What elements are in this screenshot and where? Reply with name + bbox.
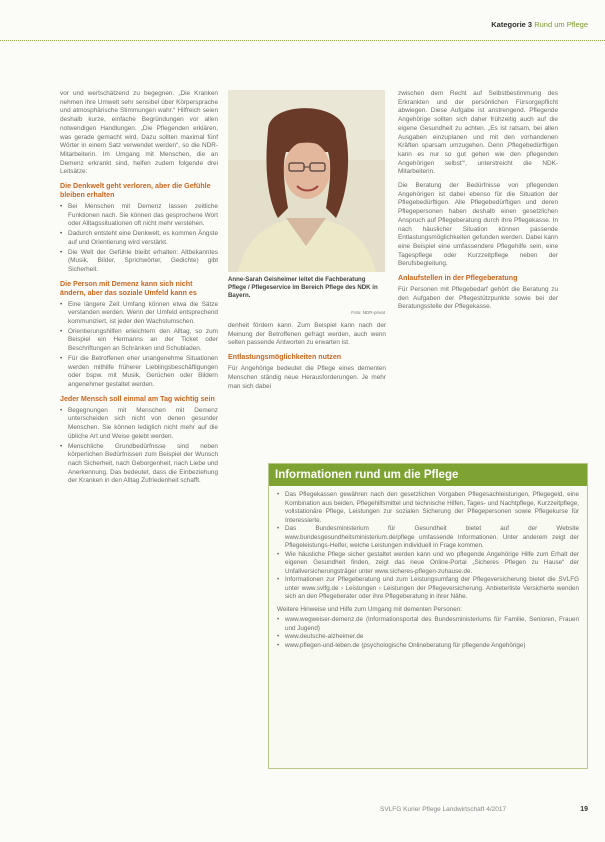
page-footer — [380, 806, 588, 818]
paragraph: vor und wertschätzend zu begegnen. „Die Kranken nehmen ihre Umwelt sehr sensibel über Körpersprache und atmosphärische Stimmungen wahr.“ Hilfreich seien deshalb kurze, einfache Begründungen vor allen notwendigen Handlungen. „Die Pflegenden erklären, was gerade gemacht wird. Dazu sollten maximal fünf Wörter in einem Satz verwendet werden“, so die NDR-Mitarbeiterin. Im Umgang mit Menschen, die an Demenz erkrankt sind, helfen zudem folgende drei Leitsätze: — [60, 90, 218, 176]
paragraph: Für Angehörige bedeutet die Pflege eines dementen Menschen ständig neue Herausforderungen. Je mehr man sich dabei — [228, 365, 386, 390]
list-item: • Informationen zur Pflegeberatung und zum Leistungsumfang der Pflegeversicherung bietet die SVLFG unter www.svlfg.de › Leistungen › Leistungen der Pflegeversicherung. Anbieterliste Versicherte wenden sich an den Pflegeberater oder ihre Pflegeberatung in ihrer Nähe. — [277, 576, 579, 602]
section-label: Kategorie 3 — [491, 20, 533, 29]
paragraph: zwischen dem Recht auf Selbstbestimmung des Erkrankten und der persönlichen Fürsorgepflicht abwiegen. Diese Aufgabe ist anstrengend. Pflegende Angehörige sollten sich daher frühzeitig auch auf die eigene Gesundheit zu achten. „Es ist ratsam, bei allen Ausgaben einzuplanen und mit den vorhandenen Kräften sparsam umzugehen. Denn ‚Pflegebedürftigen kann es nur so gut gehen wie den pflegenden Angehörigen selbst‘“, unterstreicht die NDK-Mitarbeiterin. — [398, 90, 558, 176]
photo-credit: Foto: NDR-privat — [351, 310, 385, 315]
list-item: • Die Welt der Gefühle bleibt erhalten: Altbekanntes (Musik, Bilder, Sprichwörter, Gedichte) gibt Sicherheit. — [60, 249, 218, 275]
topic-label: Rund um Pflege — [534, 20, 588, 29]
page-number: 19 — [580, 806, 588, 813]
link-item[interactable]: • www.deutsche-alzheimer.de — [277, 633, 579, 642]
subheading: Anlaufstellen in der Pflegeberatung — [398, 274, 518, 283]
page-header — [428, 20, 588, 32]
list-item: • Das Bundesministerium für Gesundheit bietet auf der Website www.bundesgesundheitsministerium.de/pflege umfassende Informationen. Unter anderem zeigt der Pflegeleistungs-Helfer, welche Leistungen individuell in Frage kommen. — [277, 525, 579, 551]
list-item: • Eine längere Zeit Umfang können etwa die Sätze verstanden werden. Wenn der Umfeld entsprechend kommuniziert, ist jeder den Wachstumschen. — [60, 301, 218, 327]
bullet-list — [60, 407, 218, 486]
header-rule — [0, 40, 605, 41]
subheading: Die Denkwelt geht verloren, aber die Gefühle bleiben erhalten — [60, 182, 211, 200]
list-item: • Dadurch entsteht eine Denkwelt, es kommen Ängste auf und Orientierung wird verstärkt. — [60, 230, 218, 247]
link-list — [277, 616, 579, 650]
info-box-body — [269, 486, 587, 650]
list-item: • Für die Betroffenen eher unangenehme Situationen werden mithilfe früherer Lieblingsbeschäftigungen oder bspw. mit Musik, Gerüchen oder Bildern angenehmer gestaltet werden. — [60, 355, 218, 390]
subheading: Entlastungsmöglichkeiten nutzen — [228, 353, 342, 362]
column-2 — [228, 322, 386, 396]
paragraph: Für Personen mit Pflegebedarf gehört die Beratung zu den Aufgaben der Pflegestützpunkte sowie bei der Beratungsstelle der Pflegekasse. — [398, 286, 558, 311]
subheading: Die Person mit Demenz kann sich nicht ändern, aber das soziale Umfeld kann es — [60, 279, 197, 297]
column-1 — [60, 90, 218, 491]
list-item: • Begegnungen mit Menschen mit Demenz unterscheiden sich nicht von denen gesunder Menschen. Sie können lediglich nicht mehr auf die übliche Art und Weise gelebt werden. — [60, 407, 218, 442]
link-item[interactable]: • www.pflegen-und-leben.de (psychologische Onlineberatung für pflegende Angehörige) — [277, 642, 579, 651]
list-item: • Orientierungshilfen erleichtern den Alltag, so zum Beispiel ein Hermanns an der Ticket oder Beschriftungen an Schränken und Schubladen. — [60, 328, 218, 354]
list-item: • Das Pflegekassen gewähren nach den gesetzlichen Vorgaben Pflegesachleistungen, Pflegegeld, eine Kombination aus beiden, Pflegehilfsmittel und technische Hilfen, Tages- und Nachtpflege, Kurzzeitpflege, vollstationäre Pflege, Leistungen zur sozialen Sicherung der Pflegepersonen sowie Pflegekurse für Interessierte. — [277, 491, 579, 525]
portrait-photo — [228, 90, 385, 272]
photo-caption: Anne-Sarah Geisheimer leitet die Fachberatung Pflege / Pflegeservice im Bereich Pflege des NDK in Bayern. — [228, 276, 378, 299]
publication-name: SVLFG Kurier Pflege Landwirtschaft 4/2017 — [380, 806, 507, 813]
bullet-list — [60, 203, 218, 275]
portrait-image — [228, 90, 385, 272]
info-box-title: Informationen rund um die Pflege — [269, 464, 587, 486]
list-item: • Wie häusliche Pflege sicher gestaltet werden kann und wo pflegende Angehörige Hilfe zum Erhalt der eigenen Gesundheit finden, zeigt das neue Online-Portal „Sicheres Pflegen zu Hause“ der Unfallversicherungsträger unter www.sicheres-pflegen-zuhause.de. — [277, 551, 579, 577]
bullet-list — [60, 301, 218, 390]
bullet-list — [277, 491, 579, 602]
column-3 — [398, 90, 558, 317]
list-item: • Bei Menschen mit Demenz lassen zeitliche Funktionen nach. Sie können das gesprochene Wort oder Alltagssituationen oft nicht mehr verstehen. — [60, 203, 218, 229]
link-item[interactable]: • www.wegweiser-demenz.de (Informationsportal des Bundesministeriums für Familie, Senioren, Frauen und Jugend) — [277, 616, 579, 633]
subheading: Jeder Mensch soll einmal am Tag wichtig sein — [60, 394, 215, 403]
paragraph: Die Beratung der Bedürfnisse von pflegenden Angehörigen ist dabei ebenso für die Situation der Pflegebedürftigen. Alle Pflegebedürftigen und deren Pflegepersonen haben deshalb einen gesetzlichen Anspruch auf Pflegeberatung durch ihre Pflegekasse. In nach häuslicher Situation können passende Entlastungsmöglichkeiten gefunden werden. Dabei kann eine Beispiel eine umfassendere Pflegehilfe sein, eine Tagespflege oder Kurzzeitpflege neben der Berufsbegleitung. — [398, 182, 558, 268]
paragraph: denheit fördern kann. Zum Beispiel kann nach der Meinung der Betroffenen gefragt werden, auch wenn selten passende Antworten zu erwarten ist. — [228, 322, 386, 347]
list-item: • Menschliche Grundbedürfnisse sind neben körperlichen Bedürfnissen zum Beispiel der Wunsch nach Sicherheit, nach Geborgenheit, nach Liebe und Anerkennung. Das bedeutet, dass die Einbeziehung der Kranken in den Alltag Zufriedenheit schafft. — [60, 443, 218, 487]
info-box — [268, 463, 588, 769]
paragraph: Weitere Hinweise und Hilfe zum Umgang mit dementen Personen: — [277, 605, 463, 613]
